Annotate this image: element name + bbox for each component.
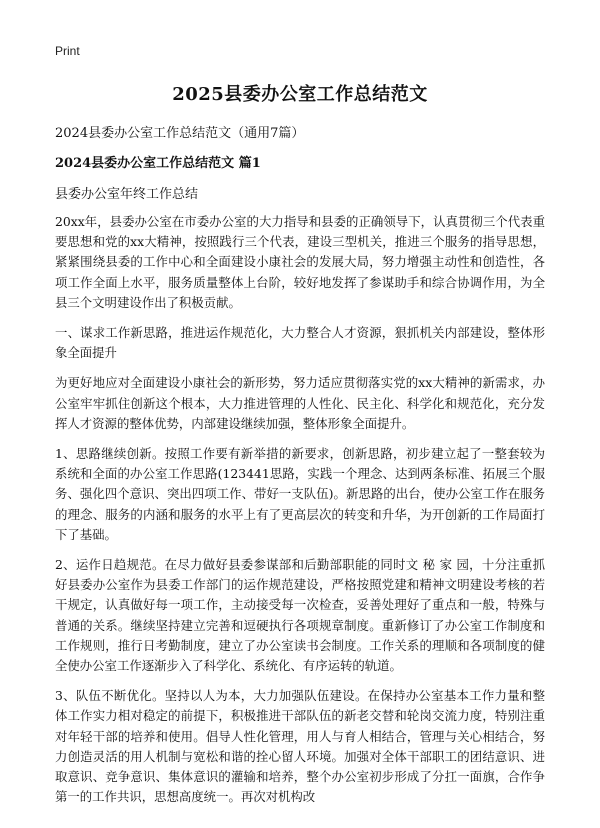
paragraph-item-2: 2、运作日趋规范。在尽力做好县委参谋部和后勤部职能的同时文 秘 家 园，十分注重抓好县委办公室作为县委工作部门的运作规范建设，严格按照党建和精神文明建设考核的若干规定，认真做好每一项工作，主动接受每一次检查，妥善处理好了重点和一般，特殊与普通的关系。继续坚持建立完善和逗硬执行各项规章制度。重新修订了办公室工作制度和工作规则，推行日考勤制度，建立了办公室读书会制度。工作关系的理顺和各项制度的健全使办公室工作逐渐步入了科学化、系统化、有序运转的轨道。 [55, 557, 545, 674]
paragraph-overview: 为更好地应对全面建设小康社会的新形势，努力适应贯彻落实党的xx大精神的新需求，办公室牢牢抓住创新这个根本，大力推进管理的人性化、民主化、科学化和规范化，充分发挥人才资源的整体优势，内部建设继续加强，整体形象全面提升。 [55, 375, 545, 431]
print-label[interactable]: Print [55, 44, 80, 58]
lead-line: 县委办公室年终工作总结 [55, 187, 199, 202]
document-title: 2025县委办公室工作总结范文 [172, 84, 428, 105]
paragraph-intro: 20xx年，县委办公室在市委办公室的大力指导和县委的正确领导下，认真贯彻三个代表重要思想和党的xx大精神，按照践行三个代表，建设三型机关，推进三个服务的指导思想，紧紧围绕县委的工作中心和全面建设小康社会的发展大局，努力增强主动性和创造性，各项工作全面上水平，服务质量整体上台阶，较好地发挥了参谋助手和综合协调作用，为全县三个文明建设作出了积极贡献。 [55, 214, 545, 310]
document-subtitle: 2024县委办公室工作总结范文（通用7篇） [55, 126, 305, 141]
section-heading: 2024县委办公室工作总结范文 篇1 [55, 156, 261, 171]
paragraph-heading-1: 一、谋求工作新思路，推进运作规范化，大力整合人才资源，狠抓机关内部建设，整体形象全面提升 [55, 325, 545, 361]
paragraph-item-3: 3、队伍不断优化。坚持以人为本，大力加强队伍建设。在保持办公室基本工作力量和整体工作实力相对稳定的前提下，积极推进干部队伍的新老交替和轮岗交流力度，特别注重对年轻干部的培养和使用。倡导人性化管理，用人与育人相结合，管理与关心相结合，努力创造灵活的用人机制与宽松和谐的拴心留人环境。加强对全体干部职工的团结意识、进取意识、竞争意识、集体意识的灌输和培养，整个办公室初步形成了分扛一面旗，合作争第一的工作共识，思想高度统一。再次对机构改 [55, 688, 545, 805]
document-body [55, 212, 545, 817]
paragraph-item-1: 1、思路继续创新。按照工作要有新举措的新要求，创新思路，初步建立起了一整套较为系统和全面的办公室工作思路(123441思路，实践一个理念、达到两条标准、拓展三个服务、强化四个意识、突出四项工作、带好一支队伍)。新思路的出台，使办公室工作在服务的理念、服务的内涵和服务的水平上有了更高层次的转变和升华，为开创新的工作局面打下了基础。 [55, 446, 545, 542]
